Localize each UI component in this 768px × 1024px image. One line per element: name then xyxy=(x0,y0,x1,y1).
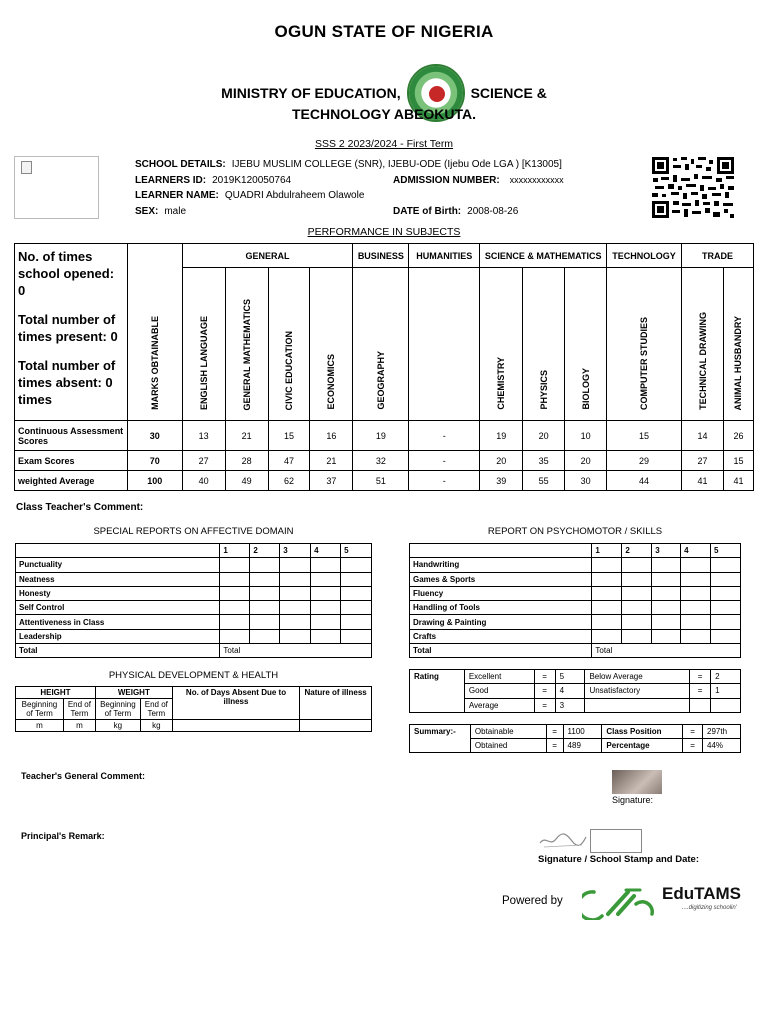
subject-header: COMPUTER STUDIES xyxy=(607,268,682,421)
table-row: m m kg kg xyxy=(16,720,372,732)
qr-code-icon xyxy=(651,156,735,219)
score-cell: 10 xyxy=(565,421,607,451)
score-cell: 44 xyxy=(607,471,682,491)
subject-header: GEOGRAPHY xyxy=(353,268,409,421)
ministry-right: SCIENCE & xyxy=(470,85,547,101)
score-cell: 14 xyxy=(682,421,724,451)
physical-title: PHYSICAL DEVELOPMENT & HEALTH xyxy=(108,670,279,681)
table-row: 1 2 3 4 5 xyxy=(410,544,741,558)
table-row: Crafts xyxy=(410,629,741,643)
score-cell: 15 xyxy=(268,421,310,451)
table-row: 1 2 3 4 5 xyxy=(16,544,372,558)
score-cell: 21 xyxy=(225,421,268,451)
table-row: Handling of Tools xyxy=(410,601,741,615)
table-row xyxy=(15,421,754,451)
marks-obtainable-header: MARKS OBTAINABLE xyxy=(127,244,182,421)
score-cell: - xyxy=(409,471,480,491)
psychomotor-title: REPORT ON PSYCHOMOTOR / SKILLS xyxy=(487,526,663,537)
table-row: Summary:- Obtainable = 1100 Class Position = 297th xyxy=(410,725,741,739)
table-row: Fluency xyxy=(410,586,741,600)
score-cell: 13 xyxy=(182,421,225,451)
sex-label: SEX: xyxy=(135,205,159,217)
score-cell: 20 xyxy=(565,451,607,471)
signature-label: Signature: xyxy=(612,795,654,805)
score-cell: 28 xyxy=(225,451,268,471)
group-business: BUSINESS xyxy=(353,244,409,268)
subject-header: BIOLOGY xyxy=(565,268,607,421)
performance-title: PERFORMANCE IN SUBJECTS xyxy=(307,226,461,238)
score-cell: 15 xyxy=(723,451,753,471)
learner-name-label: LEARNER NAME: xyxy=(135,190,219,202)
principal-signature-image xyxy=(538,829,588,851)
times-opened: No. of times school opened: 0 xyxy=(18,249,115,298)
performance-table xyxy=(14,243,754,491)
group-technology: TECHNOLOGY xyxy=(607,244,682,268)
ministry-left: MINISTRY OF EDUCATION, xyxy=(221,85,401,101)
score-cell: 27 xyxy=(682,451,724,471)
subject-header: TECHNICAL DRAWING xyxy=(682,268,724,421)
stamp-signature-label: Signature / School Stamp and Date: xyxy=(538,854,699,865)
nature-illness-header: Nature of illness xyxy=(300,687,372,720)
table-row: Handwriting xyxy=(410,558,741,572)
school-label: SCHOOL DETAILS: xyxy=(135,159,226,171)
table-row: Drawing & Painting xyxy=(410,615,741,629)
days-absent-header: No. of Days Absent Due to illness xyxy=(172,687,299,720)
subject-header: ANIMAL HUSBANDRY xyxy=(723,268,753,421)
score-cell: 51 xyxy=(353,471,409,491)
subject-header: PHYSICS xyxy=(523,268,565,421)
affective-title: SPECIAL REPORTS ON AFFECTIVE DOMAIN xyxy=(93,526,294,537)
rating-table xyxy=(409,669,741,713)
subject-header: ECONOMICS xyxy=(310,268,353,421)
score-cell: 27 xyxy=(182,451,225,471)
score-cell: - xyxy=(409,451,480,471)
table-row: Self Control xyxy=(16,601,372,615)
table-row: Punctuality xyxy=(16,558,372,572)
score-cell: 21 xyxy=(310,451,353,471)
summary-table xyxy=(409,724,741,753)
learner-id-label: LEARNERS ID: xyxy=(135,174,207,186)
row-label: Exam Scores xyxy=(15,451,128,471)
learner-photo xyxy=(14,156,99,219)
subject-header: GENERAL MATHEMATICS xyxy=(225,268,268,421)
times-present: Total number of times present: 0 xyxy=(18,312,118,344)
score-cell: 19 xyxy=(480,421,523,451)
score-cell: 26 xyxy=(723,421,753,451)
table-row: Average = 3 xyxy=(410,698,741,712)
subject-header xyxy=(409,268,480,421)
score-cell: - xyxy=(409,421,480,451)
table-row: Good = 4 Unsatisfactory = 1 xyxy=(410,684,741,698)
psychomotor-table xyxy=(409,543,741,658)
score-cell: 55 xyxy=(523,471,565,491)
physical-table xyxy=(15,686,372,732)
brand-name: EduTAMS xyxy=(662,884,742,903)
score-cell: 47 xyxy=(268,451,310,471)
state-title: OGUN STATE OF NIGERIA xyxy=(274,22,494,41)
score-cell: 39 xyxy=(480,471,523,491)
dob-value: 2008-08-26 xyxy=(467,205,519,217)
score-cell: 49 xyxy=(225,471,268,491)
term-label: SSS 2 2023/2024 - First Term xyxy=(314,138,454,150)
score-cell: 29 xyxy=(607,451,682,471)
school-stamp-box xyxy=(590,829,642,853)
weight-header: WEIGHT xyxy=(95,687,172,699)
table-row: Total Total xyxy=(410,644,741,658)
brand-tagline: ....digitizing schoolin' xyxy=(682,905,737,911)
row-label: weighted Average xyxy=(15,471,128,491)
group-trade: TRADE xyxy=(682,244,754,268)
score-cell: 62 xyxy=(268,471,310,491)
learner-details xyxy=(135,157,640,219)
subject-header: CIVIC EDUCATION xyxy=(268,268,310,421)
score-cell: 37 xyxy=(310,471,353,491)
table-row xyxy=(15,451,754,471)
table-row xyxy=(15,471,754,491)
group-general: GENERAL xyxy=(182,244,353,268)
ministry-subtitle: TECHNOLOGY ABEOKUTA. xyxy=(291,106,477,122)
learner-id-value: 2019K120050764 xyxy=(212,174,292,186)
admission-label: ADMISSION NUMBER: xyxy=(393,174,500,186)
score-cell: 40 xyxy=(182,471,225,491)
times-absent: Total number of times absent: 0 times xyxy=(18,358,116,407)
score-cell: 15 xyxy=(607,421,682,451)
obtainable-cell: 100 xyxy=(127,471,182,491)
admission-value: xxxxxxxxxxxx xyxy=(509,175,564,186)
broken-image-icon xyxy=(21,161,32,174)
table-row: Leadership xyxy=(16,629,372,643)
obtainable-cell: 30 xyxy=(127,421,182,451)
score-cell: 41 xyxy=(723,471,753,491)
edutams-logo-icon xyxy=(582,884,658,920)
score-cell: 19 xyxy=(353,421,409,451)
sex-value: male xyxy=(164,205,187,217)
class-teacher-comment: Class Teacher's Comment: xyxy=(16,502,144,513)
score-cell: 32 xyxy=(353,451,409,471)
score-cell: 35 xyxy=(523,451,565,471)
teacher-signature-image xyxy=(612,770,662,794)
attendance-summary xyxy=(15,244,128,421)
height-header: HEIGHT xyxy=(16,687,96,699)
group-humanities: HUMANITIES xyxy=(409,244,480,268)
table-row: Rating Excellent = 5 Below Average = 2 xyxy=(410,670,741,684)
principal-remark: Principal's Remark: xyxy=(21,831,105,841)
group-science: SCIENCE & MATHEMATICS xyxy=(480,244,607,268)
subject-header: CHEMISTRY xyxy=(480,268,523,421)
table-row: Total Total xyxy=(16,644,372,658)
table-row: Beginning of Term End of Term Beginning of Term End of Term xyxy=(16,699,372,720)
teacher-general-comment: Teacher's General Comment: xyxy=(21,771,146,781)
score-cell: 16 xyxy=(310,421,353,451)
score-cell: 30 xyxy=(565,471,607,491)
score-cell: 20 xyxy=(480,451,523,471)
table-row xyxy=(16,687,372,699)
score-cell: 41 xyxy=(682,471,724,491)
table-row: Attentiveness in Class xyxy=(16,615,372,629)
obtainable-cell: 70 xyxy=(127,451,182,471)
score-cell: 20 xyxy=(523,421,565,451)
table-row: Honesty xyxy=(16,586,372,600)
row-label: Continuous Assessment Scores xyxy=(15,421,128,451)
subject-header: ENGLISH LANGUAGE xyxy=(182,268,225,421)
dob-label: DATE of Birth: xyxy=(393,205,462,217)
powered-by-label: Powered by xyxy=(502,895,563,907)
school-value: IJEBU MUSLIM COLLEGE (SNR), IJEBU-ODE (Ijebu Ode LGA ) [K13005] xyxy=(231,159,562,171)
affective-table xyxy=(15,543,372,658)
table-row: Neatness xyxy=(16,572,372,586)
learner-name-value: QUADRI Abdulraheem Olawole xyxy=(224,190,365,202)
table-row: Games & Sports xyxy=(410,572,741,586)
table-row: Obtained = 489 Percentage = 44% xyxy=(410,739,741,753)
